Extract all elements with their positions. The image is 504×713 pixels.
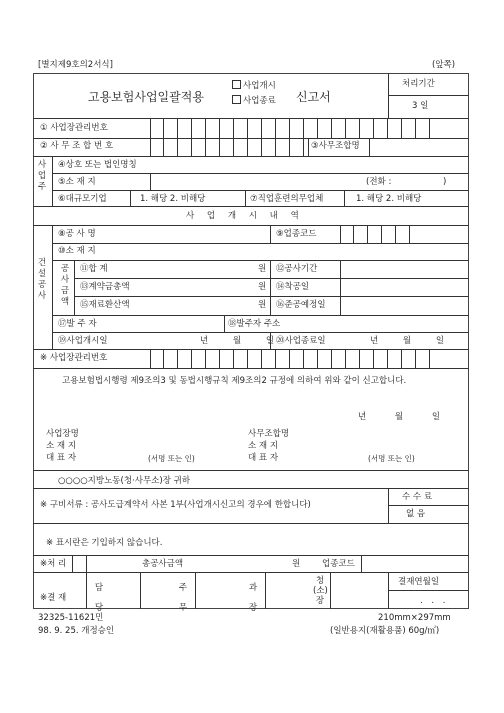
mgmt-number-office-boxes[interactable] — [150, 349, 430, 368]
construction-side-label: 건설공사 — [37, 258, 47, 301]
processing-period-label: 처리기간 — [402, 79, 435, 89]
sig-left-seal: (서명 또는 인) — [148, 454, 195, 463]
processing-won: 원 — [292, 559, 301, 569]
phone-close: ) — [443, 177, 447, 187]
sig-right-address: 소 재 지 — [248, 441, 279, 451]
employer-side-label: 사업주 — [37, 160, 47, 192]
form-code: [별지제9호의2서식] — [38, 60, 113, 70]
declaration-date: 년 월 일 — [358, 412, 441, 422]
footer-paper-size: 210mm×297mm — [378, 613, 451, 623]
company-name-label: ④상호 또는 법인명칭 — [58, 160, 137, 170]
sig-left-address: 소 재 지 — [46, 441, 77, 451]
won-unit-1: 원 — [258, 264, 267, 274]
approval-date-label: 결재연월일 — [398, 577, 440, 587]
footer-form-number: 32325-11621민 — [38, 613, 104, 623]
approval-manager: 과장 — [248, 583, 258, 613]
approval-head: 청(소)장 — [313, 576, 328, 606]
site-address-label: ⑩소 재 지 — [58, 246, 96, 256]
form-title: 고용보험사업일괄적용 — [88, 90, 204, 104]
form-title-suffix: 신고서 — [296, 90, 331, 104]
client-label: ⑰발 주 자 — [58, 319, 97, 329]
checkbox-start[interactable] — [232, 80, 241, 89]
completion-date-label: ⑯준공예정일 — [276, 300, 326, 310]
contract-amount-label: ⑬계약금총액 — [80, 282, 130, 292]
total-amount-label: ⑪합 계 — [80, 264, 108, 274]
sig-right-seal: (서명 또는 인) — [368, 454, 415, 463]
training-obligation-options[interactable]: 1. 해당 2. 비해당 — [356, 194, 422, 204]
section-title: 사 업 개 시 내 역 — [186, 211, 304, 221]
total-construction-amount-label: 총공사금액 — [142, 559, 184, 569]
sig-left-rep: 대 표 자 — [46, 453, 77, 463]
page-side: (앞쪽) — [432, 60, 456, 70]
office-use-note: ※ 표시란은 기입하지 않습니다. — [46, 538, 163, 548]
approval-date-value: . . . — [420, 596, 446, 606]
amount-side-label: 공사금액 — [60, 264, 70, 307]
option-start[interactable]: 사업개시 — [232, 80, 276, 91]
approval-label: ※결 재 — [40, 593, 67, 603]
large-enterprise-options[interactable]: 1. 해당 2. 비해당 — [140, 194, 206, 204]
won-unit-2: 원 — [258, 282, 267, 292]
phone-label: (전화 : — [366, 177, 392, 187]
won-unit-3: 원 — [258, 300, 267, 310]
attachments-note: ※ 구비서류 : 공사도급계약서 사본 1부(사업개시신고의 경우에 한합니다) — [40, 500, 311, 510]
fee-label: 수 수 료 — [402, 492, 433, 502]
business-end-label: ⑳사업종료일 — [276, 336, 326, 346]
sig-right-rep: 대 표 자 — [248, 453, 279, 463]
industry-code-boxes[interactable] — [340, 225, 410, 243]
association-number-boxes[interactable] — [150, 138, 308, 156]
start-date-label: ⑭착공일 — [276, 282, 310, 292]
large-enterprise-label: ⑥대규모기업 — [58, 194, 107, 204]
approval-supervisor: 주무 — [178, 583, 188, 613]
footer-approval: 98. 9. 25. 개정승인 — [38, 626, 115, 636]
start-ymd: 년 월 일 — [200, 336, 275, 346]
industry-code-label: ⑨업종코드 — [276, 229, 317, 239]
business-start-label: ⑲사업개시일 — [58, 336, 108, 346]
processing-industry-code: 업종코드 — [322, 559, 355, 569]
processing-period-value: 3 일 — [412, 101, 429, 111]
option-end[interactable]: 사업종료 — [232, 95, 276, 106]
mgmt-number-label: ① 사업장관리번호 — [40, 123, 108, 133]
construction-period-label: ⑫공사기간 — [276, 264, 318, 274]
sig-left-name: 사업장명 — [46, 429, 79, 439]
training-obligation-label: ⑦직업훈련의무업체 — [250, 194, 324, 204]
material-amount-label: ⑮재료환산액 — [80, 300, 130, 310]
addressee: ○○○○지방노동(청·사무소)장 귀하 — [58, 476, 191, 486]
association-name-label: ③사무조합명 — [311, 141, 360, 151]
association-number-label: ② 사 무 조 합 번 호 — [40, 141, 114, 151]
client-address-label: ⑱발주자 주소 — [228, 319, 281, 329]
fee-value: 없 음 — [406, 509, 426, 519]
mgmt-number-office-label: ※ 사업장관리번호 — [40, 353, 108, 363]
sig-right-name: 사무조합명 — [248, 429, 290, 439]
address-label: ⑤소 재 지 — [58, 177, 96, 187]
approval-clerk: 담당 — [94, 583, 104, 613]
mgmt-number-boxes[interactable] — [150, 118, 430, 138]
checkbox-end[interactable] — [232, 95, 241, 104]
end-ymd: 년 월 일 — [370, 336, 445, 346]
declaration-statement: 고용보험법시행령 제9조의3 및 동법시행규칙 제9조의2 규정에 의하여 위와 같이 신고합니다. — [62, 376, 407, 386]
footer-paper-type: (일반용지(재활용품) 60g/㎡) — [330, 626, 440, 636]
processing-label: ※처 리 — [40, 559, 67, 569]
project-name-label: ⑧공 사 명 — [58, 229, 96, 239]
